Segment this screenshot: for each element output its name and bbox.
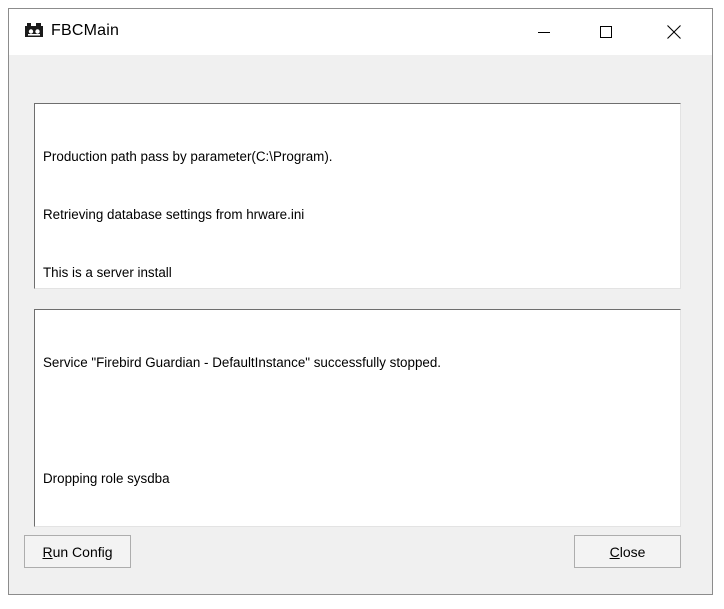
window-title: FBCMain: [51, 22, 120, 39]
maximize-button[interactable]: [583, 17, 629, 47]
run-config-mnemonic: R: [42, 543, 53, 560]
close-mnemonic: C: [609, 543, 620, 560]
close-label: lose: [619, 543, 646, 560]
log-line: Production path pass by parameter(C:\Program).: [43, 149, 333, 165]
minimize-icon: [538, 26, 550, 38]
close-window-button[interactable]: [651, 17, 697, 47]
run-config-button[interactable]: [24, 535, 131, 568]
run-config-label: un Config: [52, 543, 113, 560]
log-line: Dropping role sysdba: [43, 470, 170, 486]
app-icon: [25, 23, 43, 39]
main-window: [8, 8, 713, 595]
close-button[interactable]: [574, 535, 681, 568]
log-line: Service "Firebird Guardian - DefaultInstance" successfully stopped.: [43, 355, 442, 371]
output-log-textbox[interactable]: [34, 309, 681, 527]
log-line: [43, 526, 672, 527]
minimize-button[interactable]: [521, 17, 567, 47]
title-bar[interactable]: [9, 9, 712, 55]
maximize-icon: [600, 26, 612, 38]
log-line: Retrieving database settings from hrware.ini: [43, 207, 305, 223]
log-line: [43, 411, 672, 430]
close-icon: [667, 25, 681, 39]
log-line: This is a server install: [43, 264, 172, 280]
status-log-textbox[interactable]: [34, 103, 681, 289]
client-area: [9, 55, 712, 594]
